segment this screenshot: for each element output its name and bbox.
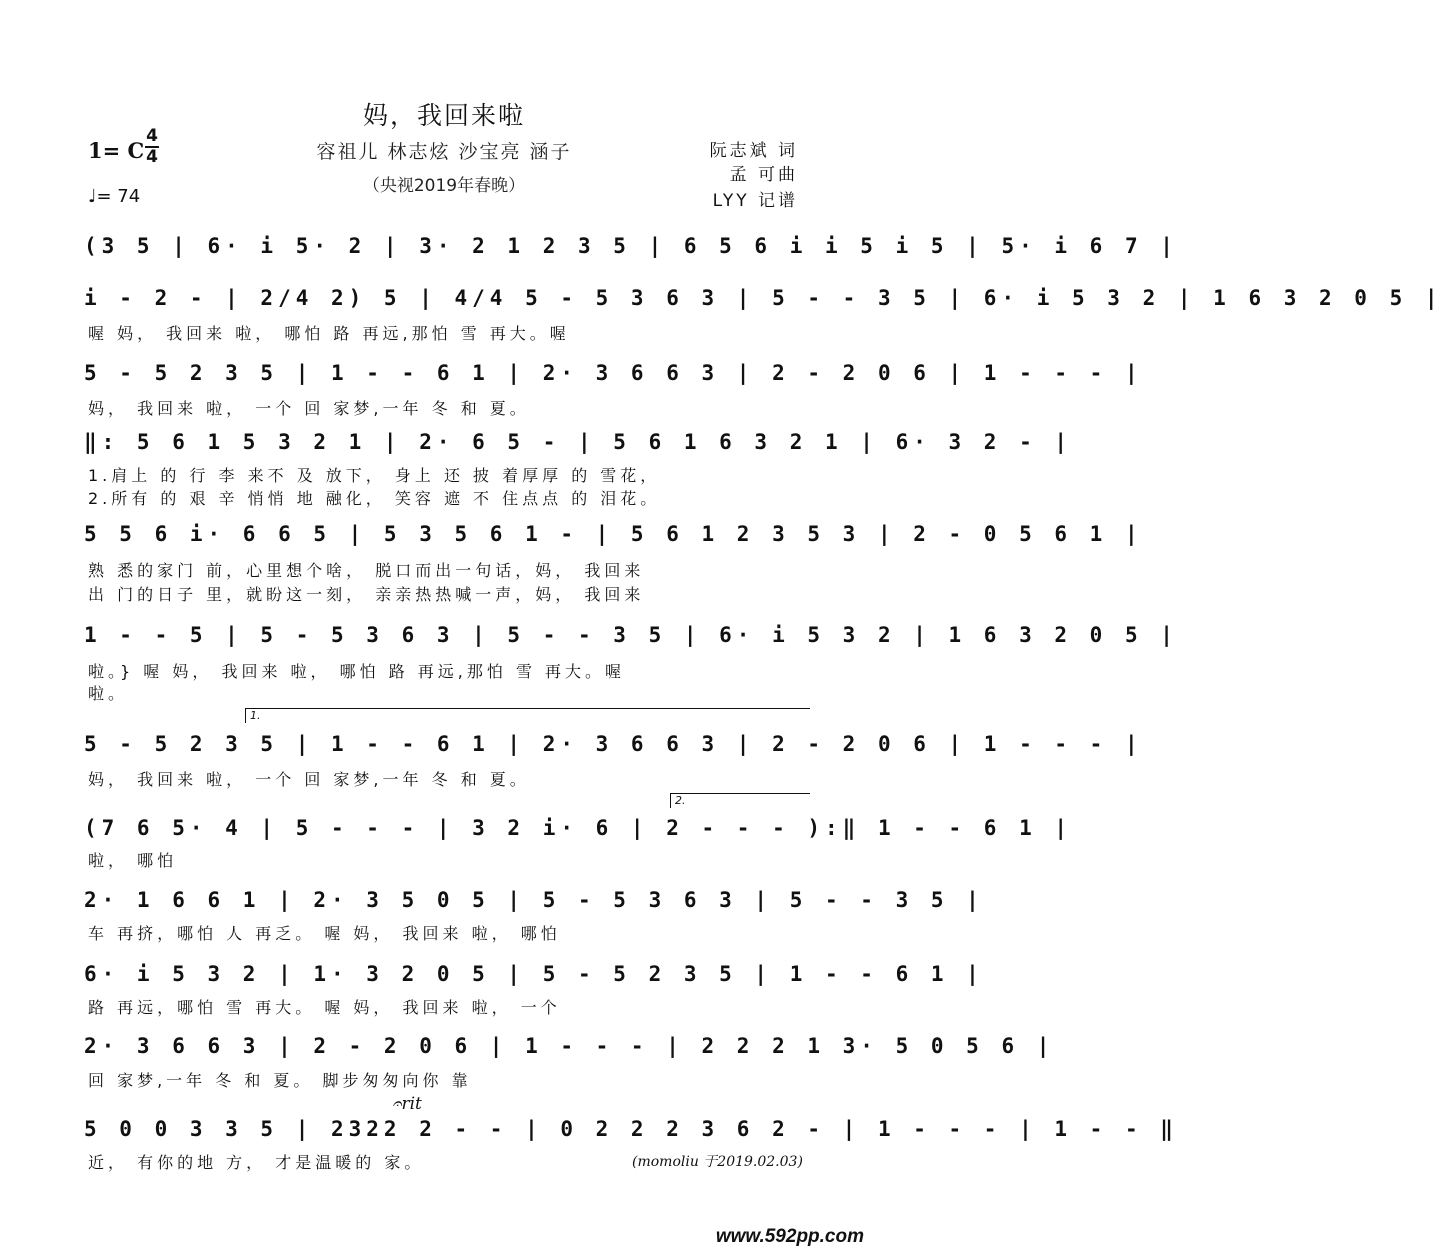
event-note: （央视2019年春晚） xyxy=(362,176,526,196)
notation-line-5: 5 5 6 i· 6 6 5 | 5 3 5 6 1 - | 5 6 1 2 3 5 3 | 2 - 0 5 6 1 | xyxy=(84,522,1143,546)
notation-line-4: ‖: 5 6 1 5 3 2 1 | 2· 6 5 - | 5 6 1 6 3 2 1 | 6· 3 2 - | xyxy=(84,430,1073,454)
notation-line-10: 6· i 5 3 2 | 1· 3 2 0 5 | 5 - 5 2 3 5 | 1 - - 6 1 | xyxy=(84,962,984,986)
notation-line-7: 5 - 5 2 3 5 | 1 - - 6 1 | 2· 3 6 6 3 | 2 - 2 0 6 | 1 - - - | xyxy=(84,732,1143,756)
notation-line-11: 2· 3 6 6 3 | 2 - 2 0 6 | 1 - - - | 2 2 2 1 3· 5 0 5 6 | xyxy=(84,1034,1055,1058)
lyrics-line-6: 啦。} 喔 妈， 我回来 啦， 哪怕 路 再远,那怕 雪 再大。喔 xyxy=(88,662,626,681)
transcriber-signature: (momoliu 于2019.02.03) xyxy=(632,1154,803,1170)
volta-2-label: 2. xyxy=(675,794,686,807)
song-title: 妈，我回来啦 xyxy=(362,101,525,130)
lyrics-line-10: 路 再远，哪怕 雪 再大。 喔 妈， 我回来 啦， 一个 xyxy=(88,998,561,1017)
volta-1-label: 1. xyxy=(250,709,261,722)
singers: 容祖儿 林志炫 沙宝亮 涵子 xyxy=(316,141,572,163)
lyrics-line-2: 喔 妈， 我回来 啦， 哪怕 路 再远,那怕 雪 再大。喔 xyxy=(88,324,570,343)
tempo-marking: ♩= 74 xyxy=(88,186,141,207)
notation-line-1: (3 5 | 6· i 5· 2 | 3· 2 1 2 3 5 | 6 5 6 i i 5 i 5 | 5· i 6 7 | xyxy=(84,234,1178,258)
site-watermark: www.592pp.com xyxy=(715,1226,864,1247)
volta-1 xyxy=(245,708,810,723)
notation-line-6: 1 - - 5 | 5 - 5 3 6 3 | 5 - - 3 5 | 6· i 5 3 2 | 1 6 3 2 0 5 | xyxy=(84,623,1178,647)
time-signature xyxy=(145,128,159,166)
lyrics-line-4-verse-2: 2.所有 的 艰 辛 悄悄 地 融化， 笑容 遮 不 住点点 的 泪花。 xyxy=(88,489,661,508)
notation-line-3: 5 - 5 2 3 5 | 1 - - 6 1 | 2· 3 6 6 3 | 2 - 2 0 6 | 1 - - - | xyxy=(84,361,1143,385)
lyrics-line-12: 近， 有你的地 方， 才是温暖的 家。 xyxy=(88,1153,425,1172)
rit-marking: 𝄐rit xyxy=(392,1094,422,1114)
lyrics-line-4-verse-1: 1.肩上 的 行 李 来不 及 放下， 身上 还 披 着厚厚 的 雪花， xyxy=(88,466,661,485)
lyrics-line-3: 妈， 我回来 啦， 一个 回 家梦,一年 冬 和 夏。 xyxy=(88,399,530,418)
transcriber-credit: LYY 记谱 xyxy=(712,191,798,211)
lyrics-line-7: 妈， 我回来 啦， 一个 回 家梦,一年 冬 和 夏。 xyxy=(88,770,530,789)
lyrics-line-8: 啦， 哪怕 xyxy=(88,851,178,870)
key-signature: 1= C xyxy=(88,138,145,163)
composer-credit: 孟 可曲 xyxy=(729,165,798,185)
lyrics-line-5-verse-2: 出 门的日子 里，就盼这一刻， 亲亲热热喊一声，妈， 我回来 xyxy=(88,585,645,604)
lyrics-line-9: 车 再挤，哪怕 人 再乏。 喔 妈， 我回来 啦， 哪怕 xyxy=(88,924,561,943)
time-bottom: 4 xyxy=(146,147,158,167)
notation-line-2: i - 2 - | 2/4 2) 5 | 4/4 5 - 5 3 6 3 | 5 - - 3 5 | 6· i 5 3 2 | 1 6 3 2 0 5 | xyxy=(84,286,1443,310)
time-top: 4 xyxy=(146,126,158,146)
notation-line-12: 5 0 0 3 3 5 | 2322 2 - - | 0 2 2 2 3 6 2 - | 1 - - - | 1 - - ‖ xyxy=(84,1117,1178,1141)
lyrics-line-5-verse-1: 熟 悉的家门 前，心里想个啥， 脱口而出一句话，妈， 我回来 xyxy=(88,561,645,580)
lyrics-line-11: 回 家梦,一年 冬 和 夏。 脚步匆匆向你 靠 xyxy=(88,1071,472,1090)
volta-2 xyxy=(670,793,810,808)
lyricist-credit: 阮志斌 词 xyxy=(709,141,798,161)
lyrics-line-6-verse-2: 啦。 xyxy=(88,684,129,703)
notation-line-9: 2· 1 6 6 1 | 2· 3 5 0 5 | 5 - 5 3 6 3 | 5 - - 3 5 | xyxy=(84,888,984,912)
notation-line-8: (7 6 5· 4 | 5 - - - | 3 2 i· 6 | 2 - - - ):‖ 1 - - 6 1 | xyxy=(84,816,1073,840)
rit-label: rit xyxy=(401,1094,422,1114)
